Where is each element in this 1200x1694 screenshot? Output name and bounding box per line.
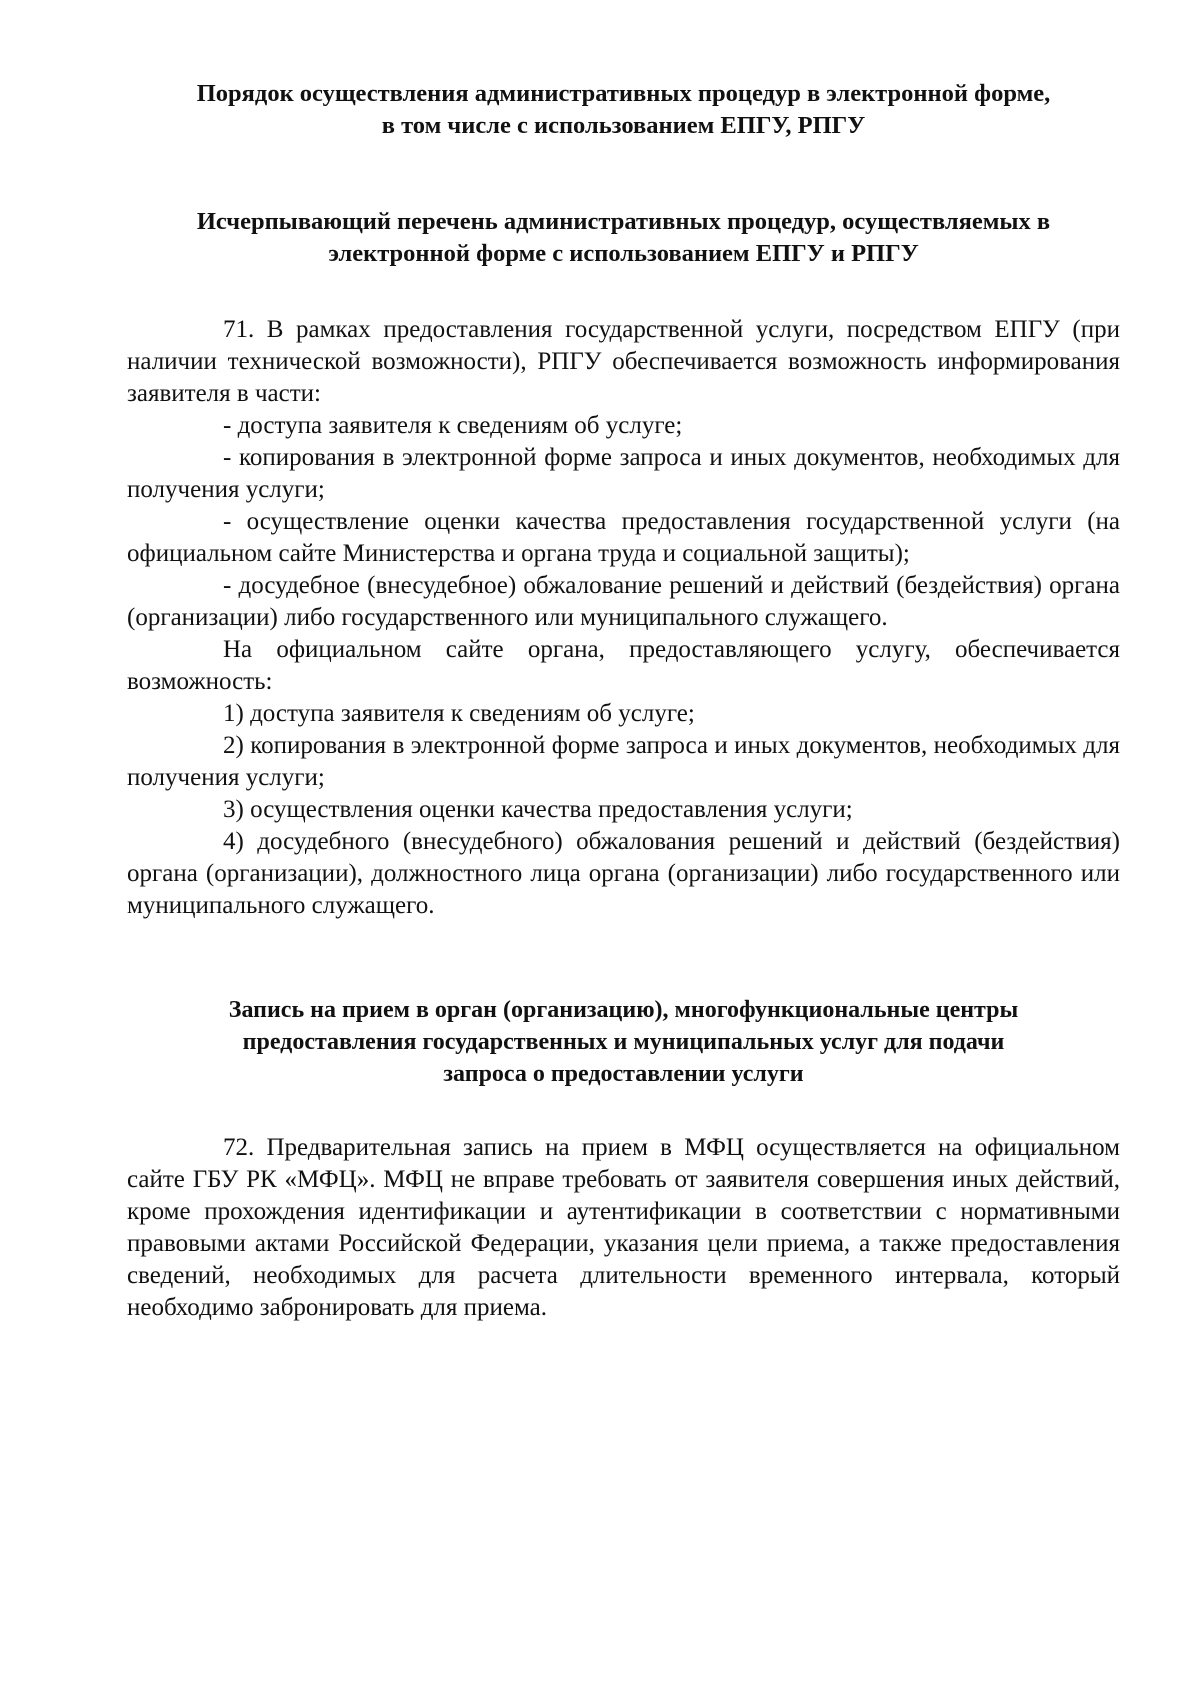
section-body-exhaustive-list: [127, 314, 1120, 922]
paragraph: На официальном сайте органа, предоставляющего услугу, обеспечивается возможность:: [127, 636, 1120, 695]
section-title-appointment: [127, 994, 1120, 1090]
section-title-exhaustive-list: [127, 206, 1120, 270]
paragraph: 3) осуществления оценки качества предоставления услуги;: [223, 796, 853, 823]
section-title-procedures: [127, 78, 1120, 142]
paragraph: - досудебное (внесудебное) обжалование решений и действий (бездействия) органа (организации) либо государственного или муниципального служащего.: [127, 572, 1120, 631]
section-title-line: электронной форме с использованием ЕПГУ и РПГУ: [328, 240, 919, 267]
paragraph: 4) досудебного (внесудебного) обжалования решений и действий (бездействия) органа (организации), должностного лица органа (организации) либо государственного или муниципального служащего.: [127, 828, 1120, 919]
paragraph: 2) копирования в электронной форме запроса и иных документов, необходимых для получения услуги;: [127, 732, 1120, 791]
paragraph: 1) доступа заявителя к сведениям об услуге;: [223, 700, 695, 727]
section-title-line: в том числе с использованием ЕПГУ, РПГУ: [381, 112, 866, 139]
paragraph: - осуществление оценки качества предоставления государственной услуги (на официальном сайте Министерства и органа труда и социальной защиты);: [127, 508, 1120, 567]
section-body-appointment: [127, 1132, 1120, 1324]
section-title-line: Исчерпывающий перечень административных процедур, осуществляемых в: [196, 208, 1051, 235]
paragraph: - доступа заявителя к сведениям об услуге;: [223, 412, 683, 439]
section-title-line: Порядок осуществления административных процедур в электронной форме,: [196, 80, 1051, 107]
section-title-line: предоставления государственных и муниципальных услуг для подачи: [242, 1029, 1005, 1055]
section-title-line: запроса о предоставлении услуги: [443, 1061, 804, 1087]
paragraph: - копирования в электронной форме запроса и иных документов, необходимых для получения услуги;: [127, 444, 1120, 503]
section-title-line: Запись на прием в орган (организацию), многофункциональные центры: [228, 997, 1019, 1023]
paragraph: 72. Предварительная запись на прием в МФЦ осуществляется на официальном сайте ГБУ РК «МФЦ». МФЦ не вправе требовать от заявителя совершения иных действий, кроме прохождения идентификации и аутентификации в соответствии с нормативными правовыми актами Российской Федерации, указания цели приема, а также предоставления сведений, необходимых для расчета длительности временного интервала, который необходимо забронировать для приема.: [127, 1134, 1120, 1321]
paragraph: 71. В рамках предоставления государственной услуги, посредством ЕПГУ (при наличии технической возможности), РПГУ обеспечивается возможность информирования заявителя в части:: [127, 316, 1120, 407]
